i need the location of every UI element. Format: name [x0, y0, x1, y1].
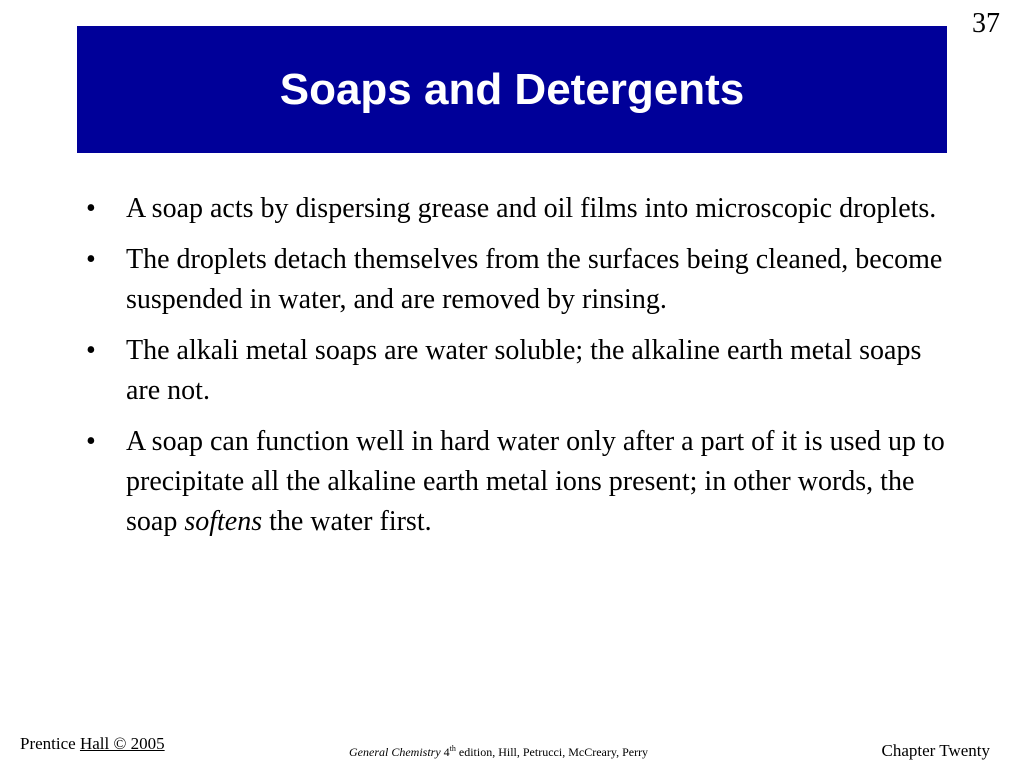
edition-suffix: th	[449, 744, 456, 753]
bullet-text: The alkali metal soaps are water soluble; the alkaline earth metal soaps are not.	[126, 335, 922, 406]
edition-authors: edition, Hill, Petrucci, McCreary, Perry	[455, 745, 649, 759]
book-title: General Chemistry	[349, 745, 441, 759]
slide-title: Soaps and Detergents	[279, 64, 745, 114]
bullet-marker: •	[86, 426, 96, 457]
bullet-marker: •	[86, 193, 96, 224]
bullet-item	[86, 189, 946, 229]
bullet-text-emphasis: softens	[184, 506, 263, 537]
bullet-item	[86, 422, 946, 542]
publisher-prefix: Prentice	[20, 734, 80, 753]
publisher-link: Hall © 2005	[79, 734, 165, 753]
bullet-text-before: A soap can function well in hard water only after a part of it is used up to precipitate all the alkaline earth metal ions present; in other words, the soap	[126, 426, 945, 537]
bullet-item	[86, 331, 946, 411]
title-banner	[77, 26, 947, 153]
bullet-text	[126, 426, 945, 537]
bullet-list	[86, 189, 946, 553]
bullet-marker: •	[86, 335, 96, 366]
footer-citation	[349, 745, 648, 760]
bullet-marker: •	[86, 244, 96, 275]
bullet-text: A soap acts by dispersing grease and oil films into microscopic droplets.	[126, 193, 937, 224]
bullet-text-after: the water first.	[262, 506, 432, 537]
bullet-text: The droplets detach themselves from the surfaces being cleaned, become suspended in water, and are removed by rinsing.	[126, 244, 943, 315]
footer-chapter: Chapter Twenty	[881, 741, 990, 760]
slide-number: 37	[972, 8, 1000, 39]
edition-number: 4	[440, 745, 450, 759]
bullet-item	[86, 240, 946, 320]
footer-publisher	[20, 734, 165, 754]
